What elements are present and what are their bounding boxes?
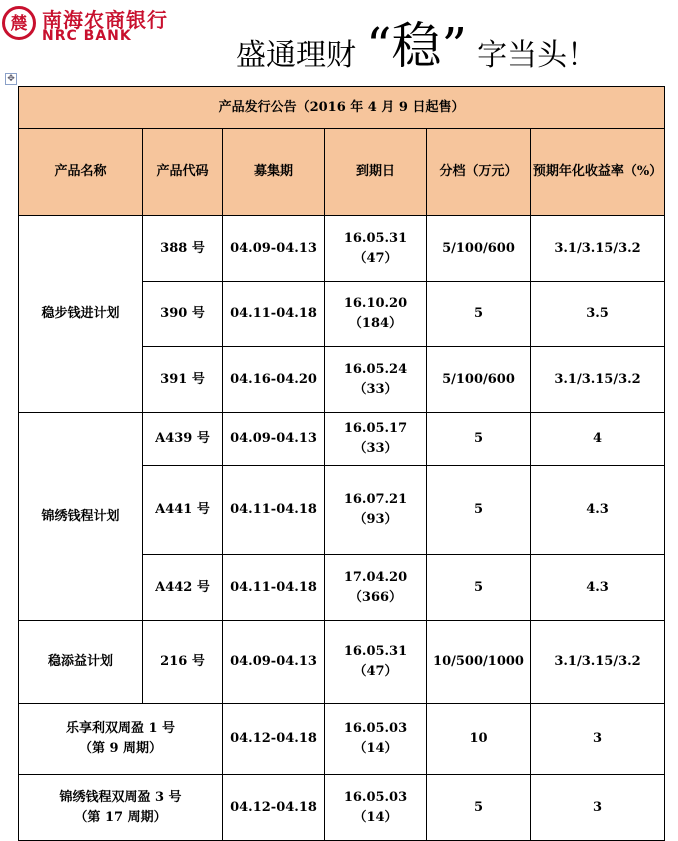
tier: 5 — [427, 466, 531, 555]
tier: 5 — [427, 775, 531, 841]
product-name-main: 乐享利双周盈 1 号 — [65, 721, 176, 736]
due-days: （366） — [348, 589, 403, 605]
raise-period: 04.09-04.13 — [223, 216, 325, 282]
product-code: 390 号 — [143, 282, 223, 347]
tier: 5/100/600 — [427, 216, 531, 282]
column-header-row — [19, 129, 665, 216]
product-name — [19, 704, 223, 775]
product-name — [19, 775, 223, 841]
table-title-row — [19, 87, 665, 129]
due-days: （14） — [353, 809, 398, 825]
due-date-value: 16.05.17 — [343, 421, 408, 436]
product-code: A441 号 — [143, 466, 223, 555]
col-header-due: 到期日 — [325, 129, 427, 216]
page-header — [0, 0, 678, 75]
product-code: 216 号 — [143, 621, 223, 704]
logo-mark-char: 辳 — [10, 14, 28, 34]
due-days: （184） — [348, 316, 403, 331]
raise-period: 04.09-04.13 — [223, 413, 325, 466]
due-date-value: 16.05.03 — [343, 789, 408, 805]
product-name-main: 锦绣钱程双周盈 3 号 — [59, 789, 182, 805]
due-date — [325, 775, 427, 841]
due-date — [325, 282, 427, 347]
due-days: （33） — [353, 381, 398, 397]
due-date-value: 16.05.31 — [343, 644, 408, 659]
rate: 3.1/3.15/3.2 — [531, 216, 665, 282]
slogan-part2: 字当头！ — [477, 38, 598, 73]
bank-logo-icon — [2, 6, 36, 40]
table-row — [19, 775, 665, 841]
due-days: （14） — [353, 741, 398, 756]
product-name: 锦绣钱程计划 — [19, 413, 143, 621]
rate: 4.3 — [531, 555, 665, 621]
due-date-value: 16.05.24 — [343, 361, 408, 377]
raise-period: 04.09-04.13 — [223, 621, 325, 704]
raise-period: 04.11-04.18 — [223, 466, 325, 555]
tier: 10/500/1000 — [427, 621, 531, 704]
tier: 5/100/600 — [427, 347, 531, 413]
table-row — [19, 621, 665, 704]
raise-period: 04.12-04.18 — [223, 775, 325, 841]
table-row — [19, 216, 665, 282]
bank-name-cn: 南海农商银行 — [42, 8, 168, 32]
table-title: 产品发行公告（2016 年 4 月 9 日起售） — [19, 87, 665, 129]
product-code: 388 号 — [143, 216, 223, 282]
raise-period: 04.11-04.18 — [223, 282, 325, 347]
tier: 5 — [427, 555, 531, 621]
tier: 5 — [427, 413, 531, 466]
due-date — [325, 347, 427, 413]
raise-period: 04.12-04.18 — [223, 704, 325, 775]
product-code: A439 号 — [143, 413, 223, 466]
tier: 5 — [427, 282, 531, 347]
slogan-part1: 盛通理财 — [236, 38, 356, 73]
due-date-value: 16.07.21 — [343, 492, 408, 507]
col-header-code: 产品代码 — [143, 129, 223, 216]
col-header-name: 产品名称 — [19, 129, 143, 216]
product-cycle: （第 17 周期） — [74, 809, 167, 825]
product-table — [18, 86, 665, 841]
raise-period: 04.11-04.18 — [223, 555, 325, 621]
col-header-period: 募集期 — [223, 129, 325, 216]
bank-logo — [2, 4, 202, 44]
due-date — [325, 704, 427, 775]
bank-name-en: NRC BANK — [42, 28, 132, 44]
rate: 3 — [531, 775, 665, 841]
rate: 4.3 — [531, 466, 665, 555]
product-name: 稳步钱进计划 — [19, 216, 143, 413]
due-days: （47） — [353, 250, 398, 266]
slogan-key: “稳” — [366, 17, 468, 75]
table-row — [19, 413, 665, 466]
tier: 10 — [427, 704, 531, 775]
due-date-value: 16.10.20 — [343, 296, 408, 311]
raise-period: 04.16-04.20 — [223, 347, 325, 413]
col-header-rate: 预期年化收益率（%） — [531, 129, 665, 216]
due-days: （33） — [353, 441, 398, 456]
due-date-value: 16.05.31 — [343, 230, 408, 246]
due-date-value: 16.05.03 — [343, 721, 408, 736]
rate: 3.5 — [531, 282, 665, 347]
product-name: 稳添益计划 — [19, 621, 143, 704]
due-days: （47） — [353, 664, 398, 679]
product-code: 391 号 — [143, 347, 223, 413]
product-code: A442 号 — [143, 555, 223, 621]
due-days: （93） — [353, 512, 398, 527]
rate: 3 — [531, 704, 665, 775]
col-header-tier: 分档（万元） — [427, 129, 531, 216]
due-date — [325, 216, 427, 282]
rate: 3.1/3.15/3.2 — [531, 621, 665, 704]
table-move-icon[interactable]: ✥ — [5, 73, 17, 85]
product-cycle: （第 9 周期） — [78, 741, 163, 756]
due-date-value: 17.04.20 — [343, 569, 408, 585]
due-date — [325, 466, 427, 555]
due-date — [325, 621, 427, 704]
slogan — [236, 6, 598, 75]
rate: 4 — [531, 413, 665, 466]
due-date — [325, 413, 427, 466]
due-date — [325, 555, 427, 621]
table-row — [19, 704, 665, 775]
rate: 3.1/3.15/3.2 — [531, 347, 665, 413]
